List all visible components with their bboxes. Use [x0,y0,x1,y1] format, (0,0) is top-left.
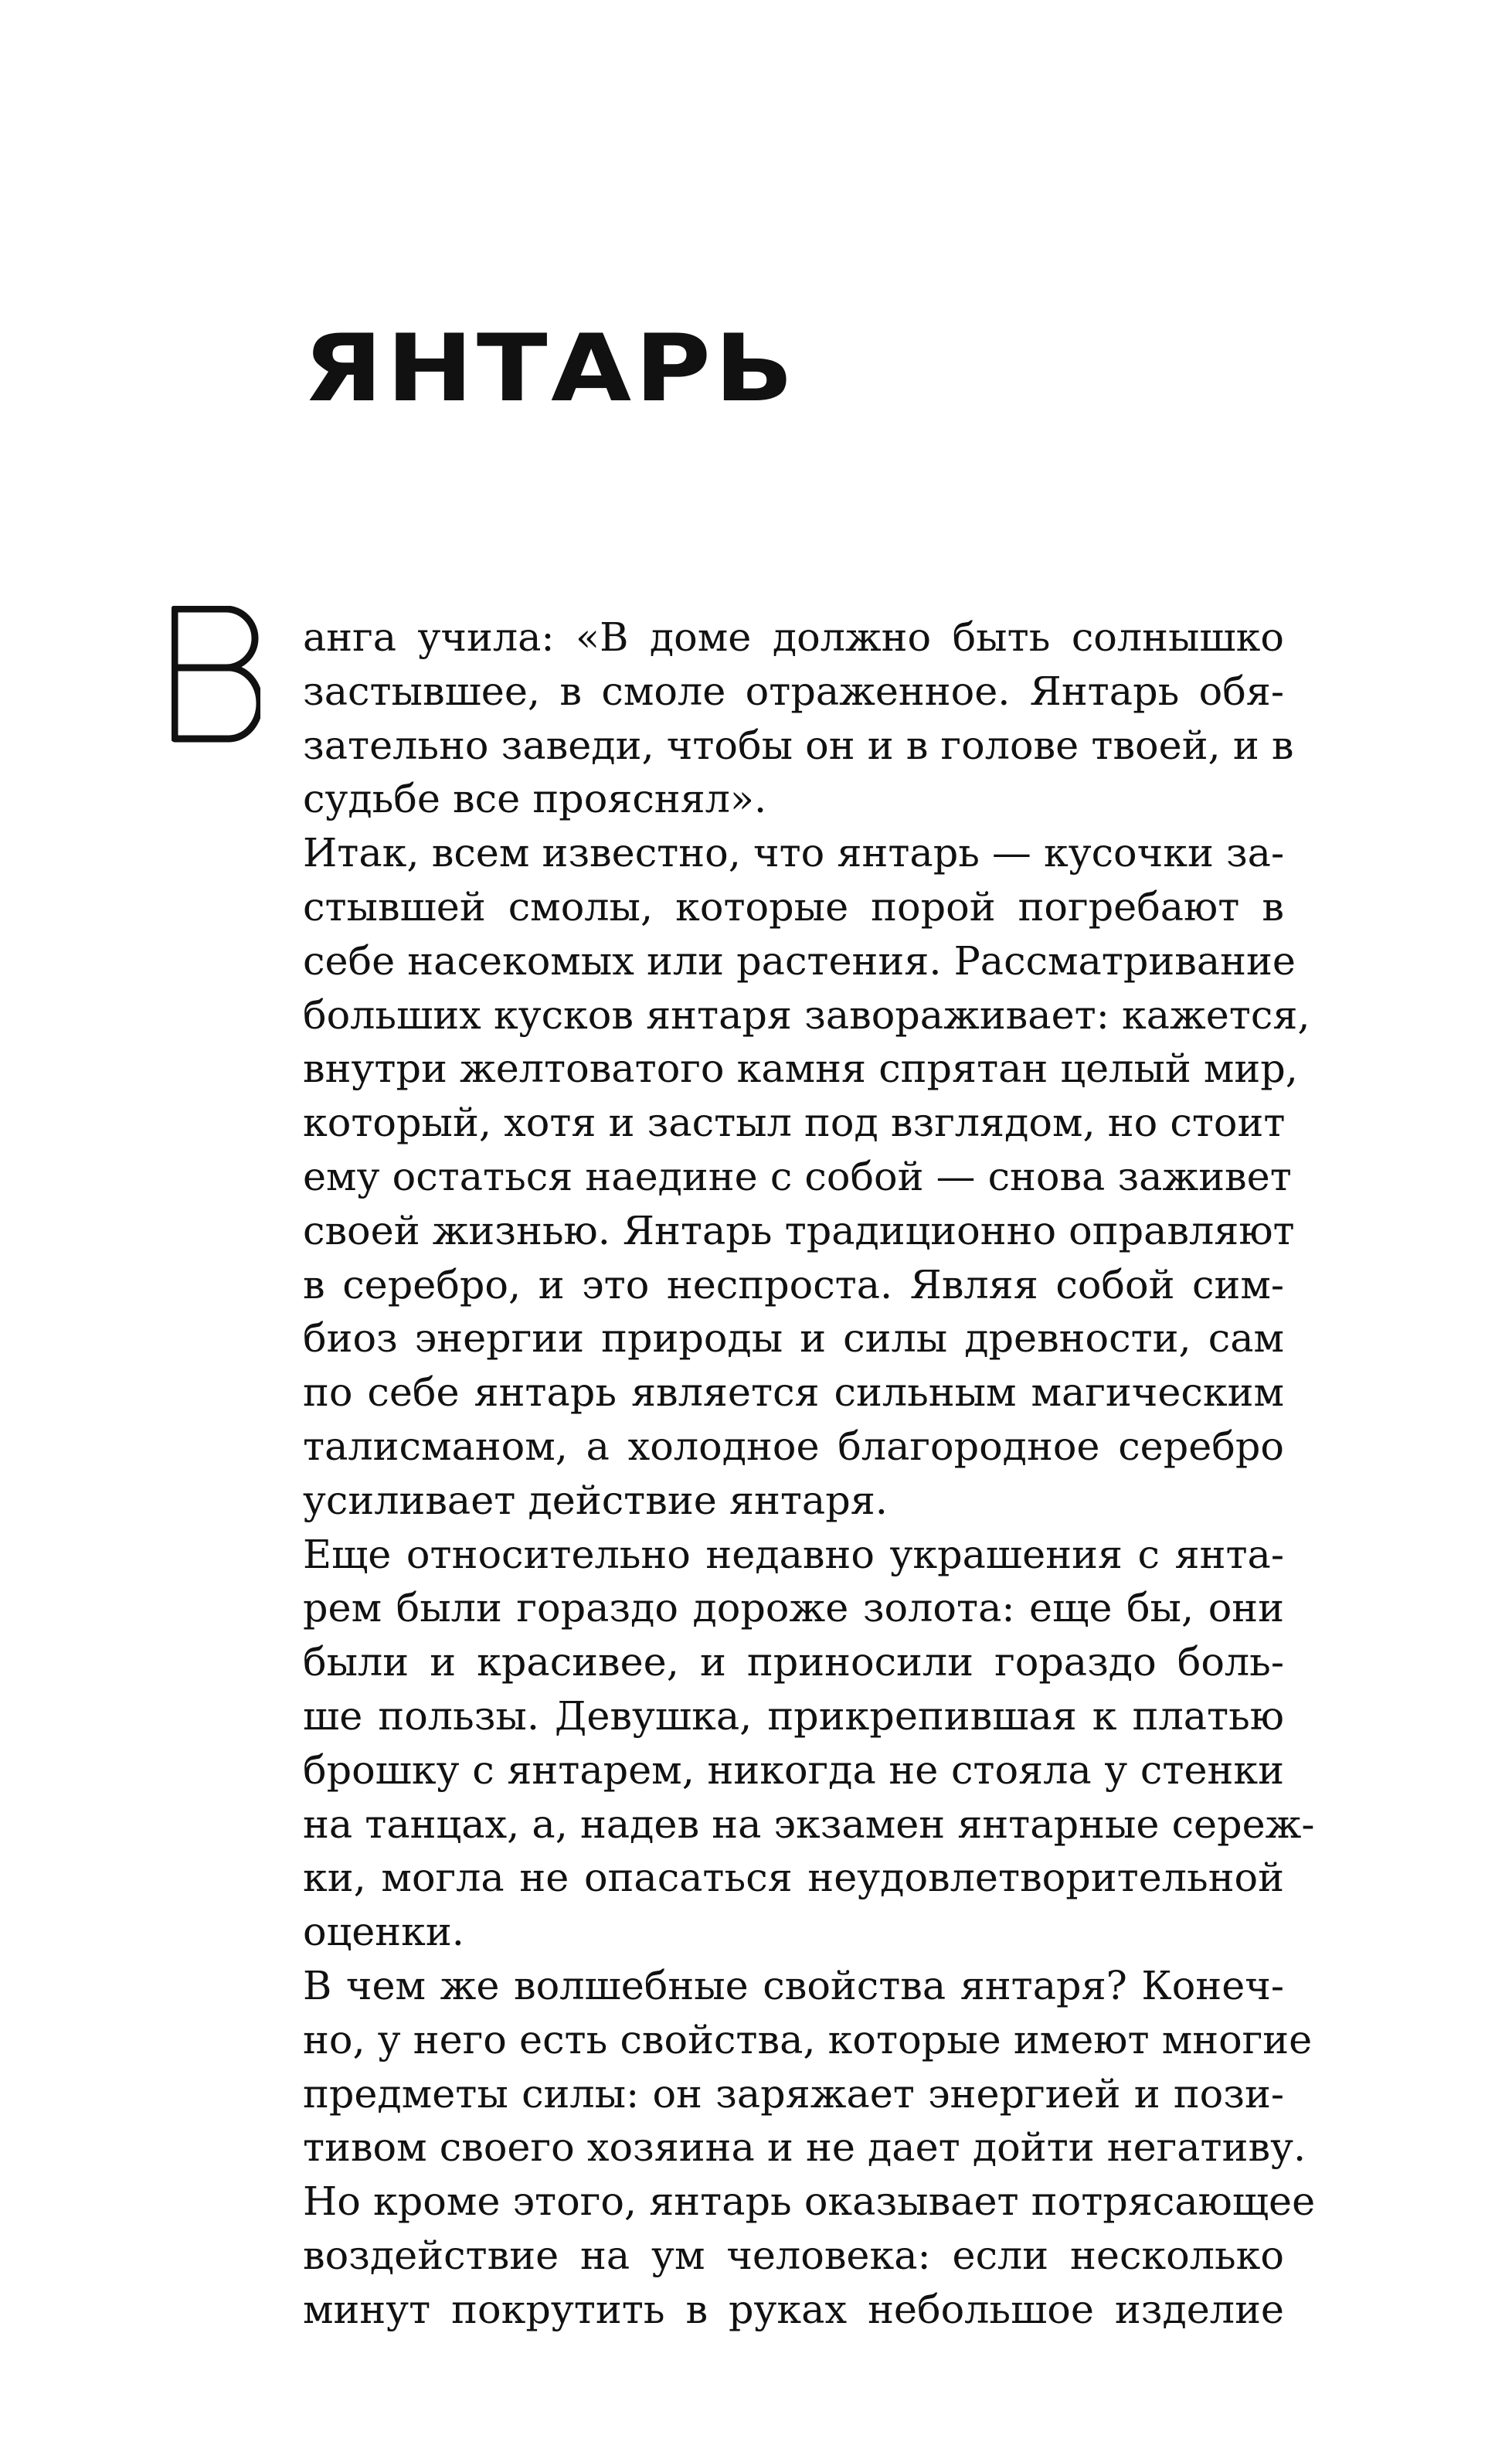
text-line: предметы силы: он заряжает энергией и пози- [303,2070,1284,2117]
text-line: зательно заведи, чтобы он и в голове твоей, и в [303,722,1294,768]
text-line: на танцах, а, надев на экзамен янтарные сереж- [303,1801,1315,1847]
text-line: в серебро, и это неспроста. Являя собой сим- [303,1261,1284,1308]
text-line: себе насекомых или растения. Рассматривание [303,937,1296,984]
text-line: стывшей смолы, которые порой погребают в [303,883,1284,930]
text-line: анга учила: «В доме должно быть солнышко [303,614,1284,660]
text-line: брошку с янтарем, никогда не стояла у стенки [303,1746,1284,1793]
text-line: были и красивее, и приносили гораздо боль- [303,1639,1284,1685]
text-line: ки, могла не опасаться неудовлетворительной [303,1855,1284,1901]
text-line: судьбе все прояснял». [303,776,767,822]
text-line: рем были гораздо дороже золота: еще бы, они [303,1585,1284,1631]
text-line: своей жизнью. Янтарь традиционно оправляют [303,1207,1295,1253]
text-line: застывшее, в смоле отраженное. Янтарь обя- [303,668,1284,714]
text-line: Но кроме этого, янтарь оказывает потрясающее [303,2178,1316,2225]
text-line: минут покрутить в руках небольшое изделие [303,2286,1284,2332]
text-line: талисманом, а холодное благородное серебро [303,1423,1284,1469]
text-line: Итак, всем известно, что янтарь — кусочки за- [303,830,1285,876]
text-line: больших кусков янтаря завораживает: кажется, [303,991,1310,1038]
text-line: но, у него есть свойства, которые имеют многие [303,2016,1313,2063]
text-line: биоз энергии природы и силы древности, сам [303,1315,1284,1362]
text-line: который, хотя и застыл под взглядом, но стоит [303,1100,1286,1146]
text-line: внутри желтоватого камня спрятан целый мир, [303,1046,1298,1092]
text-line: оценки. [303,1909,464,1955]
text-line: тивом своего хозяина и не дает дойти негативу. [303,2124,1306,2171]
drop-cap-letter [172,606,260,745]
text-line: Еще относительно недавно украшения с янта- [303,1531,1284,1577]
text-line: усиливает действие янтаря. [303,1477,888,1523]
chapter-title: ЯНТАРЬ [303,315,797,423]
text-line: воздействие на ум человека: если несколько [303,2232,1284,2278]
text-line: по себе янтарь является сильным магическим [303,1369,1284,1416]
text-line: ему остаться наедине с собой — снова заживет [303,1153,1292,1199]
body-text [303,610,1316,2337]
text-line: В чем же волшебные свойства янтаря? Конеч- [303,1962,1284,2008]
text-line: ше пользы. Девушка, прикрепившая к платью [303,1692,1284,1739]
